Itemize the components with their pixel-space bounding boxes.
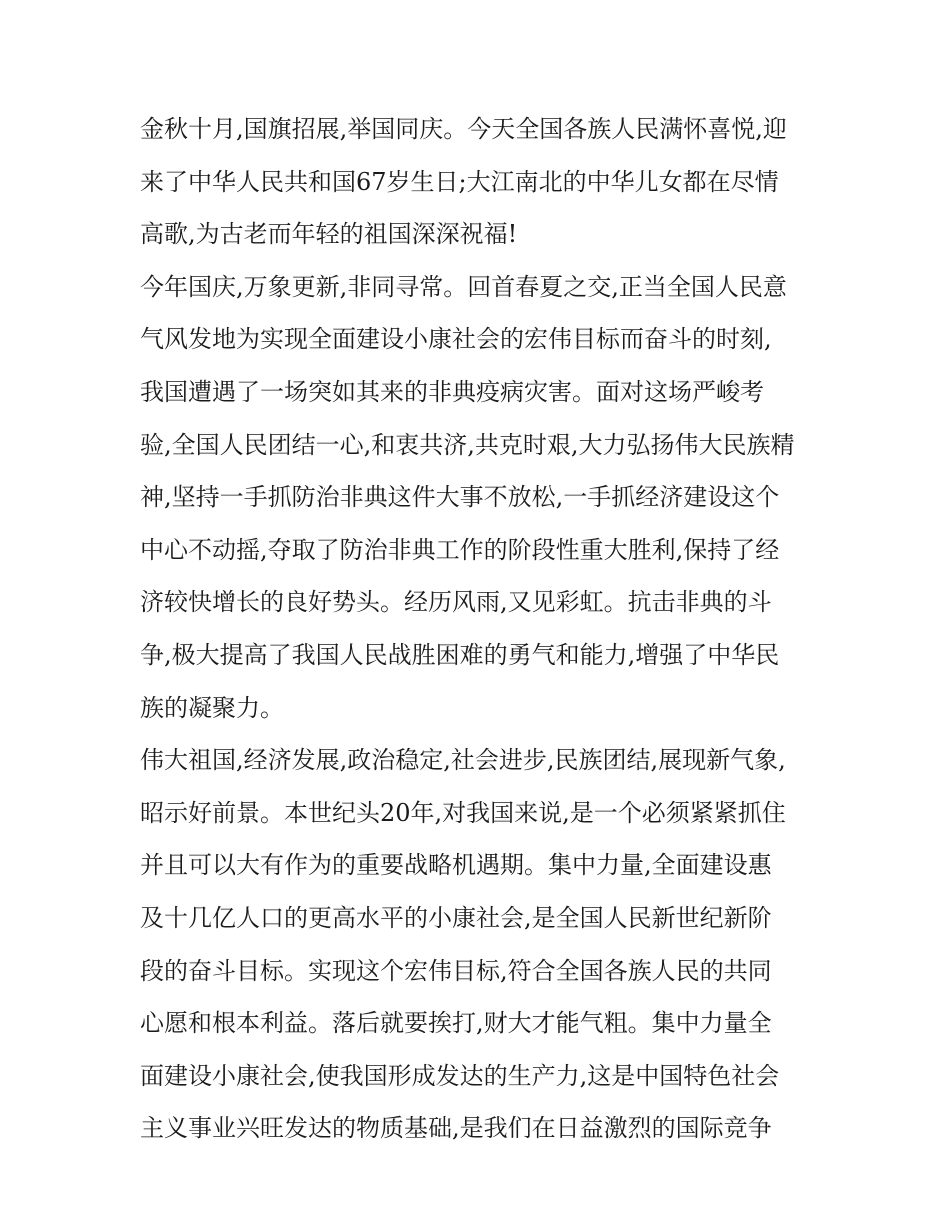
text-line: 面建设小康社会,使我国形成发达的生产力,这是中国特色社会	[140, 1061, 780, 1090]
text-line: 昭示好前景。本世纪头20年,对我国来说,是一个必须紧紧抓住	[140, 798, 786, 827]
text-line: 伟大祖国,经济发展,政治稳定,社会进步,民族团结,展现新气象,	[140, 746, 786, 775]
text-line: 段的奋斗目标。实现这个宏伟目标,符合全国各族人民的共同	[140, 956, 772, 985]
text-line: 争,极大提高了我国人民战胜困难的勇气和能力,增强了中华民	[140, 640, 780, 669]
text-line: 高歌,为古老而年轻的祖国深深祝福!	[140, 220, 518, 249]
text-line: 中心不动摇,夺取了防治非典工作的阶段性重大胜利,保持了经	[140, 535, 780, 564]
body-text	[140, 103, 812, 1155]
text-line: 族的凝聚力。	[140, 693, 284, 722]
text-line: 验,全国人民团结一心,和衷共济,共克时艰,大力弘扬伟大民族精	[140, 430, 795, 459]
text-line: 主义事业兴旺发达的物质基础,是我们在日益激烈的国际竞争	[140, 1114, 772, 1143]
text-line: 济较快增长的良好势头。经历风雨,又见彩虹。抗击非典的斗	[140, 588, 772, 617]
text-line: 金秋十月,国旗招展,举国同庆。今天全国各族人民满怀喜悦,迎	[140, 115, 787, 143]
text-line: 我国遭遇了一场突如其来的非典疫病灾害。面对这场严峻考	[140, 377, 764, 406]
text-line: 心愿和根本利益。落后就要挨打,财大才能气粗。集中力量全	[140, 1009, 772, 1038]
text-line: 来了中华人民共和国67岁生日;大江南北的中华儿女都在尽情	[140, 167, 779, 196]
text-line: 今年国庆,万象更新,非同寻常。回首春夏之交,正当全国人民意	[140, 272, 787, 301]
text-line: 神,坚持一手抓防治非典这件大事不放松,一手抓经济建设这个	[140, 483, 780, 512]
text-line: 及十几亿人口的更高水平的小康社会,是全国人民新世纪新阶	[140, 903, 772, 932]
text-line: 并且可以大有作为的重要战略机遇期。集中力量,全面建设惠	[140, 851, 772, 880]
text-line: 气风发地为实现全面建设小康社会的宏伟目标而奋斗的时刻,	[140, 325, 772, 354]
